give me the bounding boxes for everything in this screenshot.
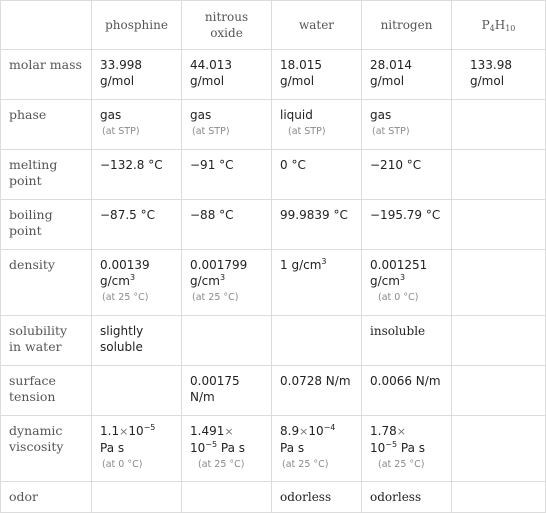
cell-boiling-point-water: 99.9839 °C (272, 200, 362, 250)
cell-solubility-water (272, 316, 362, 366)
column-header-phosphine: phosphine (92, 1, 182, 50)
condition-note: (at 0 °C) (378, 292, 419, 303)
cell-surface-tension-nitrogen: 0.0066 N/m (362, 366, 452, 416)
formula-h-subscript: 10 (505, 24, 516, 33)
phase-value: gas (370, 108, 392, 122)
table-row (1, 316, 546, 366)
row-label-phase: phase (1, 100, 92, 150)
unit-exponent: 3 (219, 273, 226, 282)
cell-viscosity-p4h10 (452, 416, 546, 482)
cell-density-nitrous-oxide (182, 250, 272, 316)
cell-viscosity-nitrous-oxide (182, 416, 272, 482)
cell-density-p4h10 (452, 250, 546, 316)
viscosity-exponent: −5 (205, 440, 218, 449)
viscosity-mantissa: 8.9 (280, 424, 300, 438)
row-label-surface-tension: surface tension (1, 366, 92, 416)
cell-melting-point-nitrous-oxide: −91 °C (182, 150, 272, 200)
cell-viscosity-water (272, 416, 362, 482)
density-unit: g/cm (190, 274, 220, 288)
cell-molar-mass-p4h10: 133.98 g/mol (452, 50, 546, 100)
cell-surface-tension-water: 0.0728 N/m (272, 366, 362, 416)
viscosity-base: 10 (370, 441, 386, 455)
corner-cell (1, 1, 92, 50)
cell-phase-phosphine (92, 100, 182, 150)
density-unit: g/cm (100, 274, 130, 288)
cell-molar-mass-nitrous-oxide: 44.013 g/mol (182, 50, 272, 100)
condition-note: (at 0 °C) (102, 459, 143, 470)
row-label-density: density (1, 250, 92, 316)
table-row (1, 416, 546, 482)
formula-h: H (494, 18, 506, 32)
unit-exponent: 3 (129, 273, 136, 282)
cell-molar-mass-phosphine: 33.998 g/mol (92, 50, 182, 100)
cell-boiling-point-p4h10 (452, 200, 546, 250)
table-row (1, 150, 546, 200)
cell-molar-mass-nitrogen: 28.014 g/mol (362, 50, 452, 100)
viscosity-mantissa: 1.491 (190, 424, 225, 438)
viscosity-exponent: −4 (323, 423, 336, 432)
row-label-melting-point: melting point (1, 150, 92, 200)
condition-note: (at STP) (288, 126, 326, 137)
cell-melting-point-p4h10 (452, 150, 546, 200)
viscosity-mantissa: 1.1 (100, 424, 120, 438)
condition-note: (at 25 °C) (378, 459, 425, 470)
viscosity-base: 10 (190, 441, 206, 455)
viscosity-base: 10 (308, 424, 324, 438)
column-header-p4h10 (452, 1, 546, 50)
table-row (1, 200, 546, 250)
viscosity-unit: Pa s (400, 441, 426, 455)
cell-odor-water: odorless (272, 482, 362, 513)
cell-density-phosphine (92, 250, 182, 316)
viscosity-exponent: −5 (385, 440, 398, 449)
table-row (1, 100, 546, 150)
phase-value: gas (190, 108, 212, 122)
row-label-odor: odor (1, 482, 92, 513)
column-header-nitrogen: nitrogen (362, 1, 452, 50)
table-row (1, 50, 546, 100)
cell-density-water (272, 250, 362, 316)
cell-phase-p4h10 (452, 100, 546, 150)
viscosity-exponent: −5 (143, 423, 156, 432)
row-label-solubility: solubility in water (1, 316, 92, 366)
viscosity-unit: Pa s (220, 441, 246, 455)
times-sign: × (299, 425, 309, 438)
cell-solubility-nitrous-oxide (182, 316, 272, 366)
column-header-water: water (272, 1, 362, 50)
row-label-dynamic-viscosity: dynamic viscosity (1, 416, 92, 482)
density-unit: g/cm (370, 274, 400, 288)
condition-note: (at STP) (372, 126, 410, 137)
row-label-boiling-point: boiling point (1, 200, 92, 250)
condition-note: (at STP) (102, 126, 140, 137)
cell-solubility-phosphine: slightly soluble (92, 316, 182, 366)
table-row (1, 250, 546, 316)
cell-solubility-nitrogen: insoluble (362, 316, 452, 366)
cell-molar-mass-water: 18.015 g/mol (272, 50, 362, 100)
cell-viscosity-phosphine (92, 416, 182, 482)
cell-phase-water (272, 100, 362, 150)
column-header-nitrous-oxide: nitrous oxide (182, 1, 272, 50)
cell-phase-nitrogen (362, 100, 452, 150)
header-row (1, 1, 546, 50)
viscosity-unit: Pa s (280, 441, 305, 455)
cell-density-nitrogen (362, 250, 452, 316)
unit-exponent: 3 (399, 273, 406, 282)
density-value: 1 (280, 258, 288, 272)
times-sign: × (119, 425, 129, 438)
condition-note: (at 25 °C) (198, 459, 245, 470)
cell-boiling-point-nitrous-oxide: −88 °C (182, 200, 272, 250)
density-value: 0.001799 (190, 258, 248, 272)
formula-p-subscript: 4 (489, 24, 495, 33)
cell-odor-p4h10 (452, 482, 546, 513)
cell-odor-nitrogen: odorless (362, 482, 452, 513)
cell-melting-point-phosphine: −132.8 °C (92, 150, 182, 200)
cell-surface-tension-p4h10 (452, 366, 546, 416)
table-row (1, 482, 546, 513)
row-label-molar-mass: molar mass (1, 50, 92, 100)
condition-note: (at 25 °C) (102, 292, 149, 303)
condition-note: (at 25 °C) (282, 459, 329, 470)
times-sign: × (396, 425, 406, 438)
cell-boiling-point-nitrogen: −195.79 °C (362, 200, 452, 250)
times-sign: × (224, 425, 234, 438)
cell-surface-tension-phosphine (92, 366, 182, 416)
cell-solubility-p4h10 (452, 316, 546, 366)
cell-viscosity-nitrogen (362, 416, 452, 482)
cell-odor-nitrous-oxide (182, 482, 272, 513)
viscosity-base: 10 (128, 424, 144, 438)
viscosity-mantissa: 1.78 (370, 424, 397, 438)
cell-melting-point-water: 0 °C (272, 150, 362, 200)
density-value: 0.00139 (100, 258, 150, 272)
condition-note: (at STP) (192, 126, 230, 137)
table-row (1, 366, 546, 416)
viscosity-unit: Pa s (100, 441, 125, 455)
cell-melting-point-nitrogen: −210 °C (362, 150, 452, 200)
cell-phase-nitrous-oxide (182, 100, 272, 150)
cell-odor-phosphine (92, 482, 182, 513)
phase-value: liquid (280, 108, 313, 122)
cell-surface-tension-nitrous-oxide: 0.00175 N/m (182, 366, 272, 416)
condition-note: (at 25 °C) (192, 292, 239, 303)
phase-value: gas (100, 108, 122, 122)
cell-boiling-point-phosphine: −87.5 °C (92, 200, 182, 250)
density-value: 0.001251 (370, 258, 428, 272)
density-unit: g/cm (291, 258, 322, 272)
formula-p: P (481, 18, 490, 32)
unit-exponent: 3 (321, 257, 327, 266)
